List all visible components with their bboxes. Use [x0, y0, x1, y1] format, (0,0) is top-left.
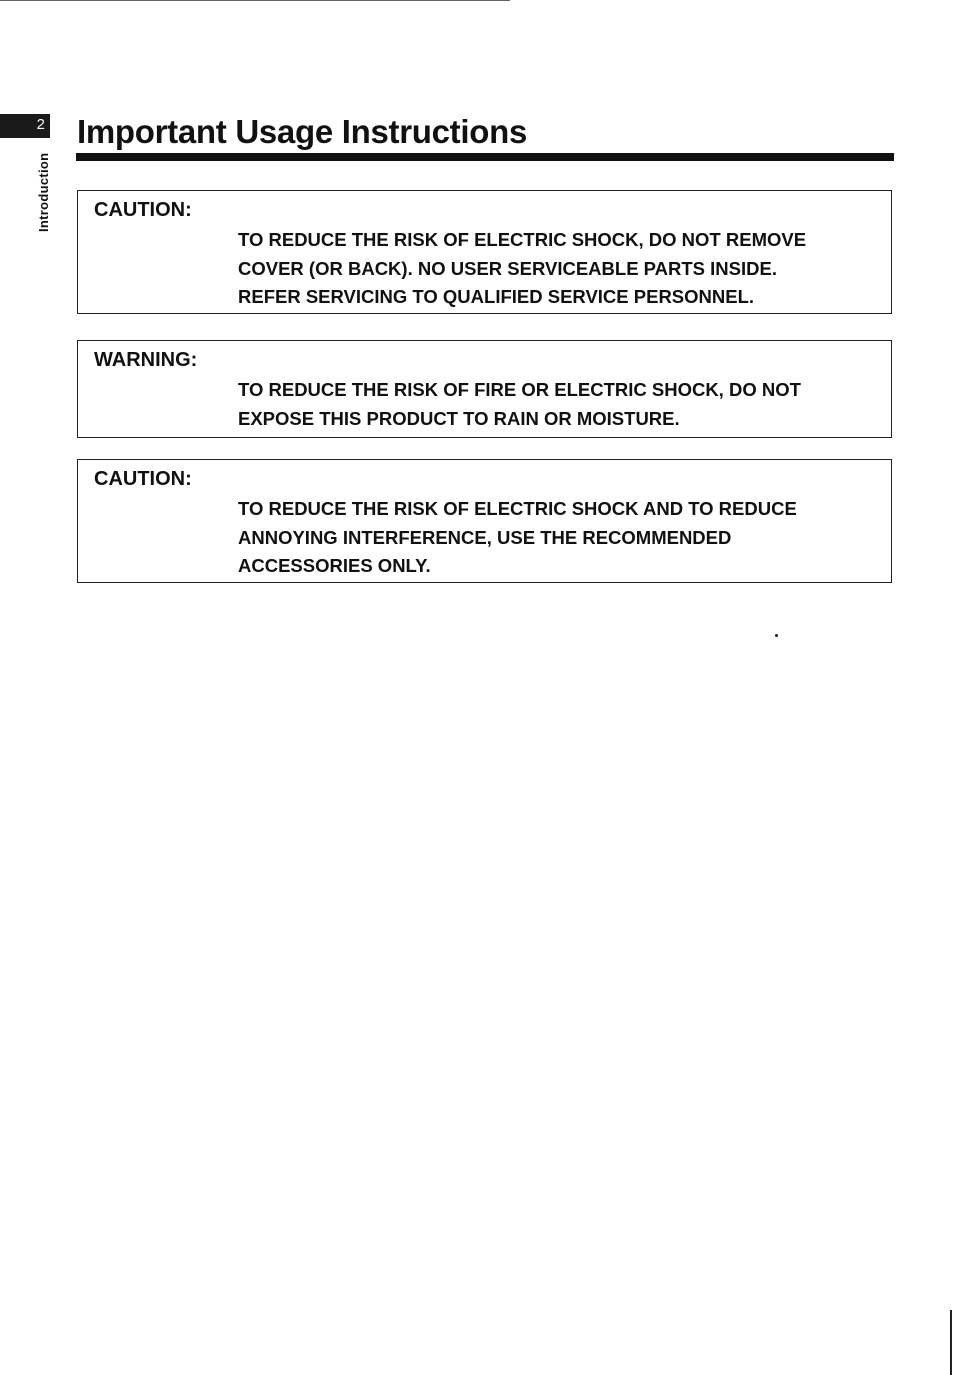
- warning-notice-box-fire-shock: [77, 340, 892, 438]
- notice-line: TO REDUCE THE RISK OF ELECTRIC SHOCK, DO NOT REMOVE: [238, 229, 807, 250]
- notice-line: COVER (OR BACK). NO USER SERVICEABLE PARTS INSIDE.: [238, 257, 777, 279]
- page-title: Important Usage Instructions: [77, 113, 527, 150]
- notice-line: ANNOYING INTERFERENCE, USE THE RECOMMENDED: [238, 526, 732, 548]
- title-underline-rule: [76, 153, 894, 161]
- notice-line: EXPOSE THIS PRODUCT TO RAIN OR MOISTURE.: [238, 407, 680, 429]
- notice-body: [238, 226, 806, 312]
- section-label: Introduction: [36, 152, 51, 232]
- scan-right-edge-mark: [950, 1310, 952, 1375]
- notice-line: TO REDUCE THE RISK OF ELECTRIC SHOCK AND TO REDUCE: [238, 498, 797, 519]
- notice-heading: WARNING:: [94, 349, 198, 371]
- notice-line: REFER SERVICING TO QUALIFIED SERVICE PERSONNEL.: [238, 286, 755, 307]
- notice-heading: CAUTION:: [94, 199, 192, 221]
- notice-body: [238, 376, 801, 433]
- page-number: 2: [36, 116, 45, 133]
- scan-speck: [775, 634, 778, 637]
- notice-line: ACCESSORIES ONLY.: [238, 555, 431, 576]
- notice-body: [238, 495, 797, 581]
- notice-line: TO REDUCE THE RISK OF FIRE OR ELECTRIC SHOCK, DO NOT: [238, 379, 801, 400]
- notice-heading: CAUTION:: [94, 468, 192, 490]
- caution-notice-box-electric-shock: [77, 190, 892, 314]
- caution-notice-box-interference: [77, 459, 892, 583]
- scan-top-edge-line: [0, 0, 510, 1]
